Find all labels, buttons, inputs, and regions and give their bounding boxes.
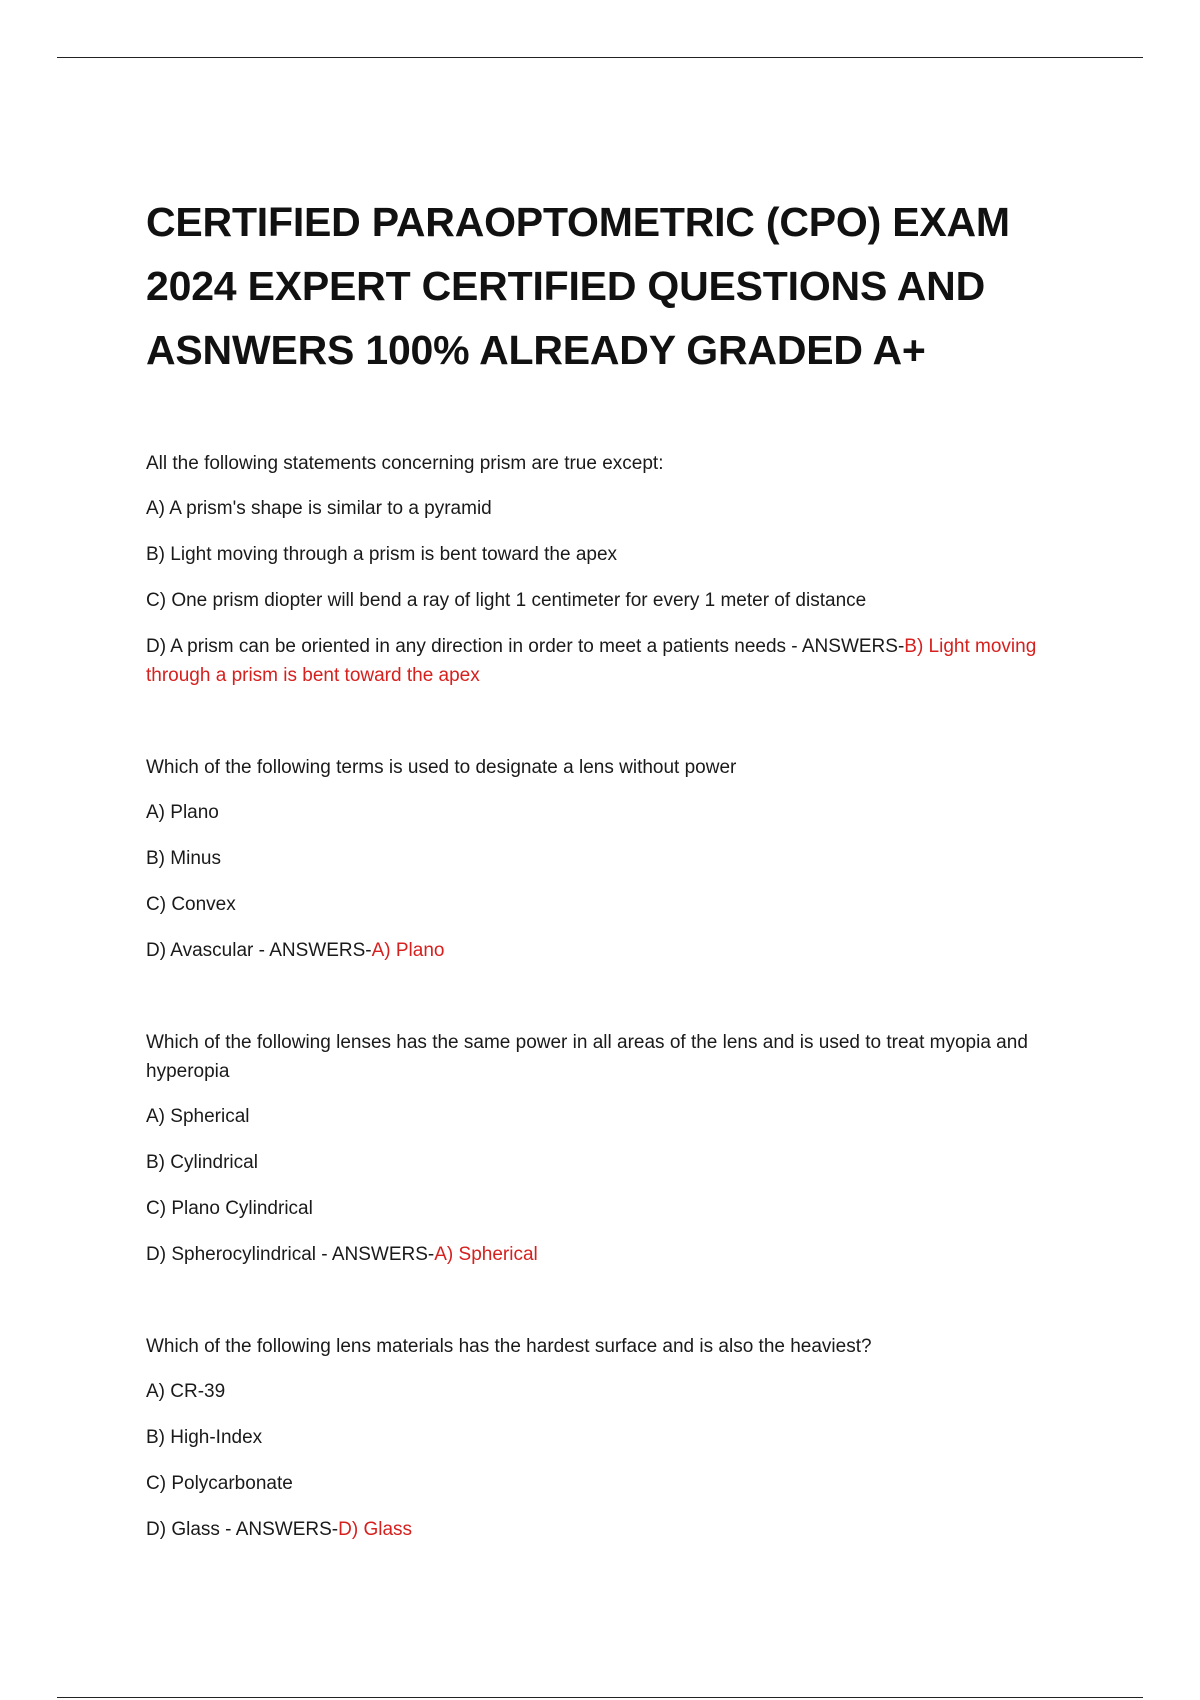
question-1 [146, 449, 1076, 690]
question-3 [146, 1028, 1076, 1269]
question-stem: Which of the following terms is used to designate a lens without power [146, 757, 737, 778]
correct-answer: A) Spherical [434, 1244, 538, 1265]
question-4 [146, 1332, 1076, 1544]
answer-option: B) High-Index [146, 1427, 263, 1448]
answer-marker: ANSWERS- [331, 1244, 435, 1265]
answer-option: B) Minus [146, 848, 221, 869]
answer-marker: ANSWERS- [269, 940, 372, 961]
question-stem: Which of the following lens materials has the hardest surface and is also the heaviest? [146, 1336, 872, 1357]
answer-option: C) Polycarbonate [146, 1473, 293, 1494]
document-title: CERTIFIED PARAOPTOMETRIC (CPO) EXAM 2024 EXPERT CERTIFIED QUESTIONS AND ASNWERS 100% ALREADY GRADED A+ [146, 199, 1010, 373]
answer-marker: ANSWERS- [801, 636, 905, 657]
answer-option-last [146, 632, 1076, 690]
option-text: D) Avascular - [146, 940, 270, 961]
answer-option: A) Plano [146, 802, 219, 823]
answer-option: B) Light moving through a prism is bent toward the apex [146, 544, 618, 565]
answer-marker: ANSWERS- [235, 1519, 339, 1540]
option-text: D) A prism can be oriented in any direction in order to meet a patients needs - [146, 636, 802, 657]
answer-option: C) Plano Cylindrical [146, 1198, 313, 1219]
document-body [146, 190, 1076, 1607]
bottom-rule [57, 1697, 1143, 1698]
answer-option: A) Spherical [146, 1106, 250, 1127]
answer-option-last [146, 1240, 1076, 1269]
correct-answer: D) Glass [338, 1519, 413, 1540]
option-text: D) Spherocylindrical - [146, 1244, 332, 1265]
answer-option: A) A prism's shape is similar to a pyramid [146, 498, 492, 519]
answer-option: A) CR-39 [146, 1381, 226, 1402]
correct-answer: B) Light moving through a prism is bent toward the apex [146, 636, 1037, 686]
question-stem: Which of the following lenses has the same power in all areas of the lens and is used to treat myopia and hyperopia [146, 1032, 1028, 1082]
question-stem: All the following statements concerning prism are true except: [146, 453, 664, 474]
top-rule [57, 57, 1143, 58]
answer-option-last [146, 936, 1076, 965]
correct-answer: A) Plano [371, 940, 445, 961]
answer-option: C) Convex [146, 894, 236, 915]
question-2 [146, 753, 1076, 965]
answer-option: B) Cylindrical [146, 1152, 258, 1173]
answer-option-last [146, 1515, 1076, 1544]
option-text: D) Glass - [146, 1519, 236, 1540]
answer-option: C) One prism diopter will bend a ray of light 1 centimeter for every 1 meter of distance [146, 590, 867, 611]
